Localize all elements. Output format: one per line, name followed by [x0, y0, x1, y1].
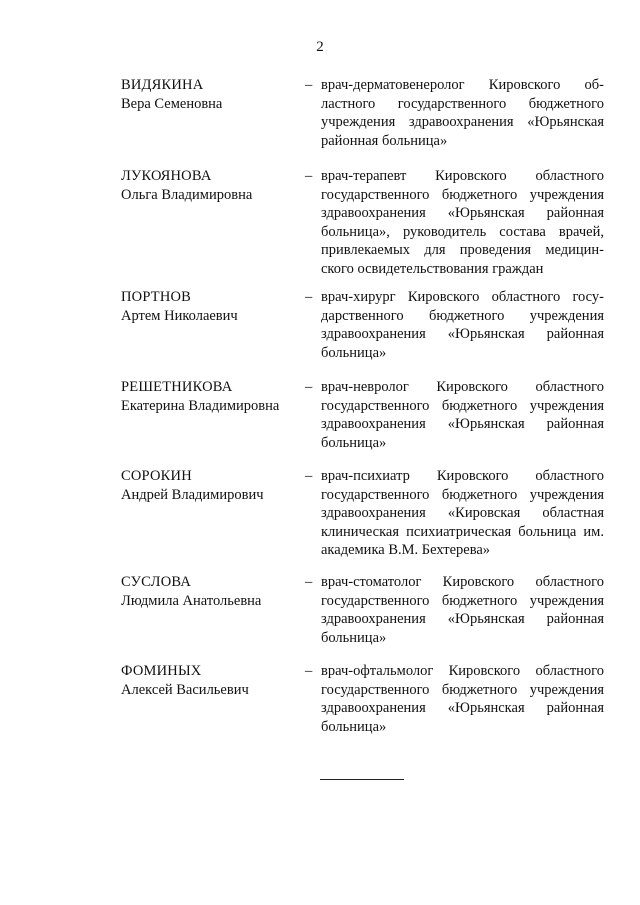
member-surname: ФОМИНЫХ [121, 663, 202, 679]
member-surname: ВИДЯКИНА [121, 77, 204, 93]
member-name [121, 167, 301, 204]
member-position: врач-дерматовенеролог Кировского об-ластного государственного бюджетного учреждения здравоохранения «Юрьянская районная больница» [321, 77, 604, 149]
entry-dash: – [305, 77, 313, 93]
member-name [121, 76, 301, 113]
member-given-name: Андрей Владимирович [121, 486, 264, 503]
entry-dash: – [305, 168, 313, 184]
member-position: врач-стоматолог Кировского областного государственного бюджетного учреждения здравоохранения «Юрьянская районная больница» [321, 574, 604, 646]
member-name [121, 288, 301, 325]
page-number: 2 [316, 39, 324, 55]
entry-dash: – [305, 663, 313, 679]
member-surname: ЛУКОЯНОВА [121, 168, 212, 184]
member-position: врач-терапевт Кировского областного государственного бюджетного учреждения здравоохранения «Юрьянская районная больница», руководитель состава врачей, привлекаемых для проведения медицин-ского освидетельствования граждан [321, 168, 604, 277]
member-name [121, 467, 301, 504]
entry-dash: – [305, 289, 313, 305]
member-surname: СОРОКИН [121, 468, 192, 484]
entry-dash: – [305, 468, 313, 484]
member-position: врач-невролог Кировского областного государственного бюджетного учреждения здравоохранения «Юрьянская районная больница» [321, 379, 604, 451]
member-given-name: Ольга Владимировна [121, 186, 253, 203]
member-given-name: Артем Николаевич [121, 307, 238, 324]
member-surname: ПОРТНОВ [121, 289, 192, 305]
member-position: врач-хирург Кировского областного госу-дарственного бюджетного учреждения здравоохранения «Юрьянская районная больница» [321, 289, 604, 361]
member-given-name: Алексей Васильевич [121, 681, 249, 698]
member-position: врач-офтальмолог Кировского областного государственного бюджетного учреждения здравоохранения «Юрьянская районная больница» [321, 663, 604, 735]
member-name [121, 662, 301, 699]
member-given-name: Екатерина Владимировна [121, 397, 280, 414]
member-surname: РЕШЕТНИКОВА [121, 379, 233, 395]
member-name [121, 573, 301, 610]
member-given-name: Людмила Анатольевна [121, 592, 262, 609]
entry-dash: – [305, 574, 313, 590]
member-name [121, 378, 301, 415]
closing-rule [320, 779, 404, 780]
member-position: врач-психиатр Кировского областного государственного бюджетного учреждения здравоохранения «Кировская областная клиническая психиатрическая больница им. академика В.М. Бехтерева» [321, 468, 604, 558]
entry-dash: – [305, 379, 313, 395]
member-surname: СУСЛОВА [121, 574, 191, 590]
member-given-name: Вера Семеновна [121, 95, 223, 112]
